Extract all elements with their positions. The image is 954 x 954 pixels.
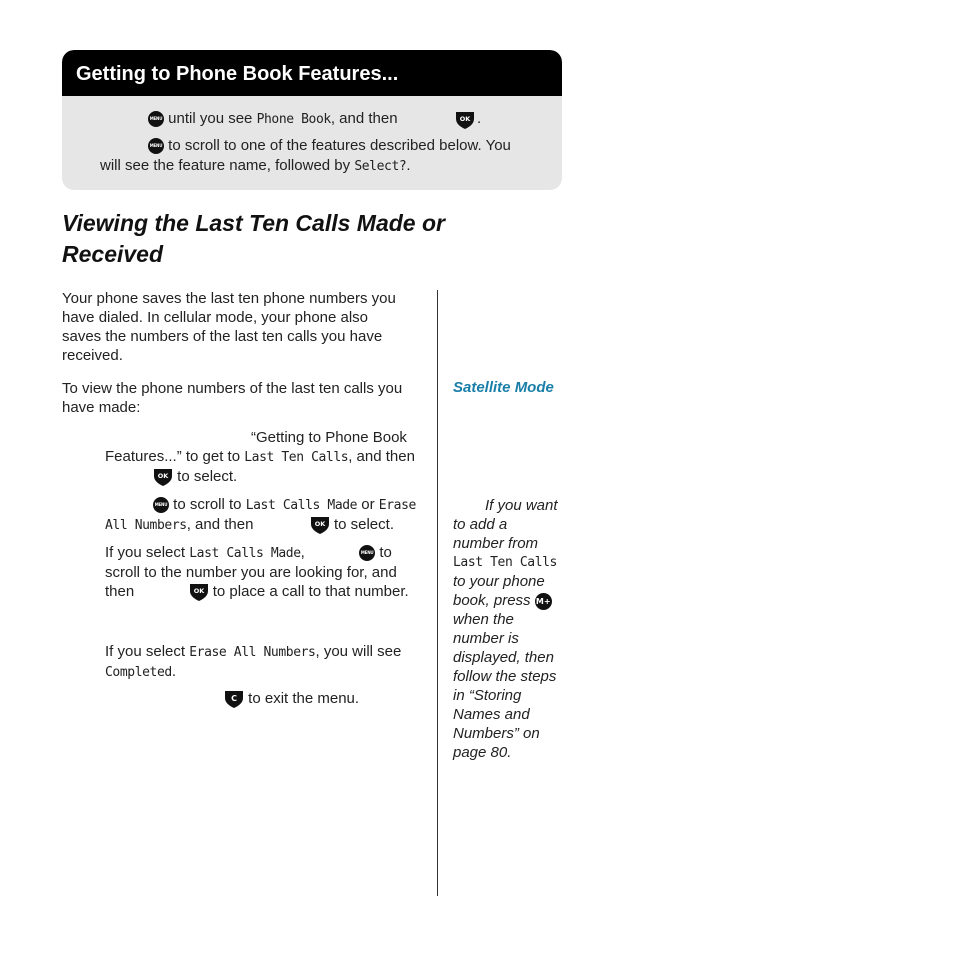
ok-key-icon bbox=[310, 515, 330, 535]
satellite-mode-label: Satellite Mode bbox=[453, 379, 554, 396]
step-4: If you select Erase All Numbers, you will see Completed. bbox=[105, 643, 402, 680]
section-heading: Viewing the Last Ten Calls Made or Received bbox=[62, 210, 445, 267]
intro-paragraph: Your phone saves the last ten phone numbers you have dialed. In cellular mode, your phone also saves the numbers of the last ten calls you have received. bbox=[62, 290, 396, 364]
box-instruction-3: will see the feature name, followed by Select?. bbox=[100, 157, 411, 174]
ok-key-icon bbox=[153, 467, 173, 487]
box-header bbox=[62, 50, 562, 96]
menu-key-icon bbox=[153, 497, 169, 513]
box-period: . bbox=[477, 110, 482, 127]
svg-text:C: C bbox=[231, 694, 237, 704]
step-1: “Getting to Phone Book Features...” to get to Last Ten Calls, and then OK to select. bbox=[105, 428, 415, 487]
svg-text:OK: OK bbox=[157, 472, 169, 481]
menu-key-icon bbox=[148, 138, 164, 154]
ok-key-icon bbox=[455, 110, 475, 135]
box-instruction-2: MENU to scroll to one of the features described below. You bbox=[148, 136, 511, 156]
step-5: C to exit the menu. bbox=[224, 689, 359, 709]
svg-text:OK: OK bbox=[459, 115, 471, 123]
box-title: Getting to Phone Book Features... bbox=[76, 63, 399, 85]
memory-plus-key-icon bbox=[535, 593, 552, 610]
ok-key-icon bbox=[189, 582, 209, 602]
svg-text:OK: OK bbox=[193, 587, 204, 596]
step-3: If you select Last Calls Made, MENU to scroll to the number you are looking for, and then OK to place a call to that number. bbox=[105, 543, 409, 602]
clear-key-icon bbox=[224, 689, 244, 709]
step-2: MENU to scroll to Last Calls Made or Erase All Numbers, and then OK to select. bbox=[105, 495, 416, 535]
menu-key-icon bbox=[359, 545, 375, 561]
phone-book-features-box bbox=[62, 50, 562, 190]
menu-key-icon bbox=[148, 111, 164, 127]
svg-text:OK: OK bbox=[314, 520, 326, 529]
box-instruction-1: MENU until you see Phone Book, and then bbox=[148, 109, 398, 130]
view-intro-paragraph: To view the phone numbers of the last ten calls you have made: bbox=[62, 380, 403, 416]
column-divider bbox=[437, 290, 438, 896]
sidebar-tip: If you want to add a number from Last Ten Calls to your phone book, press M+ when the number is displayed, then follow the steps in “Storing Names and Numbers” on page 80. bbox=[453, 496, 558, 762]
